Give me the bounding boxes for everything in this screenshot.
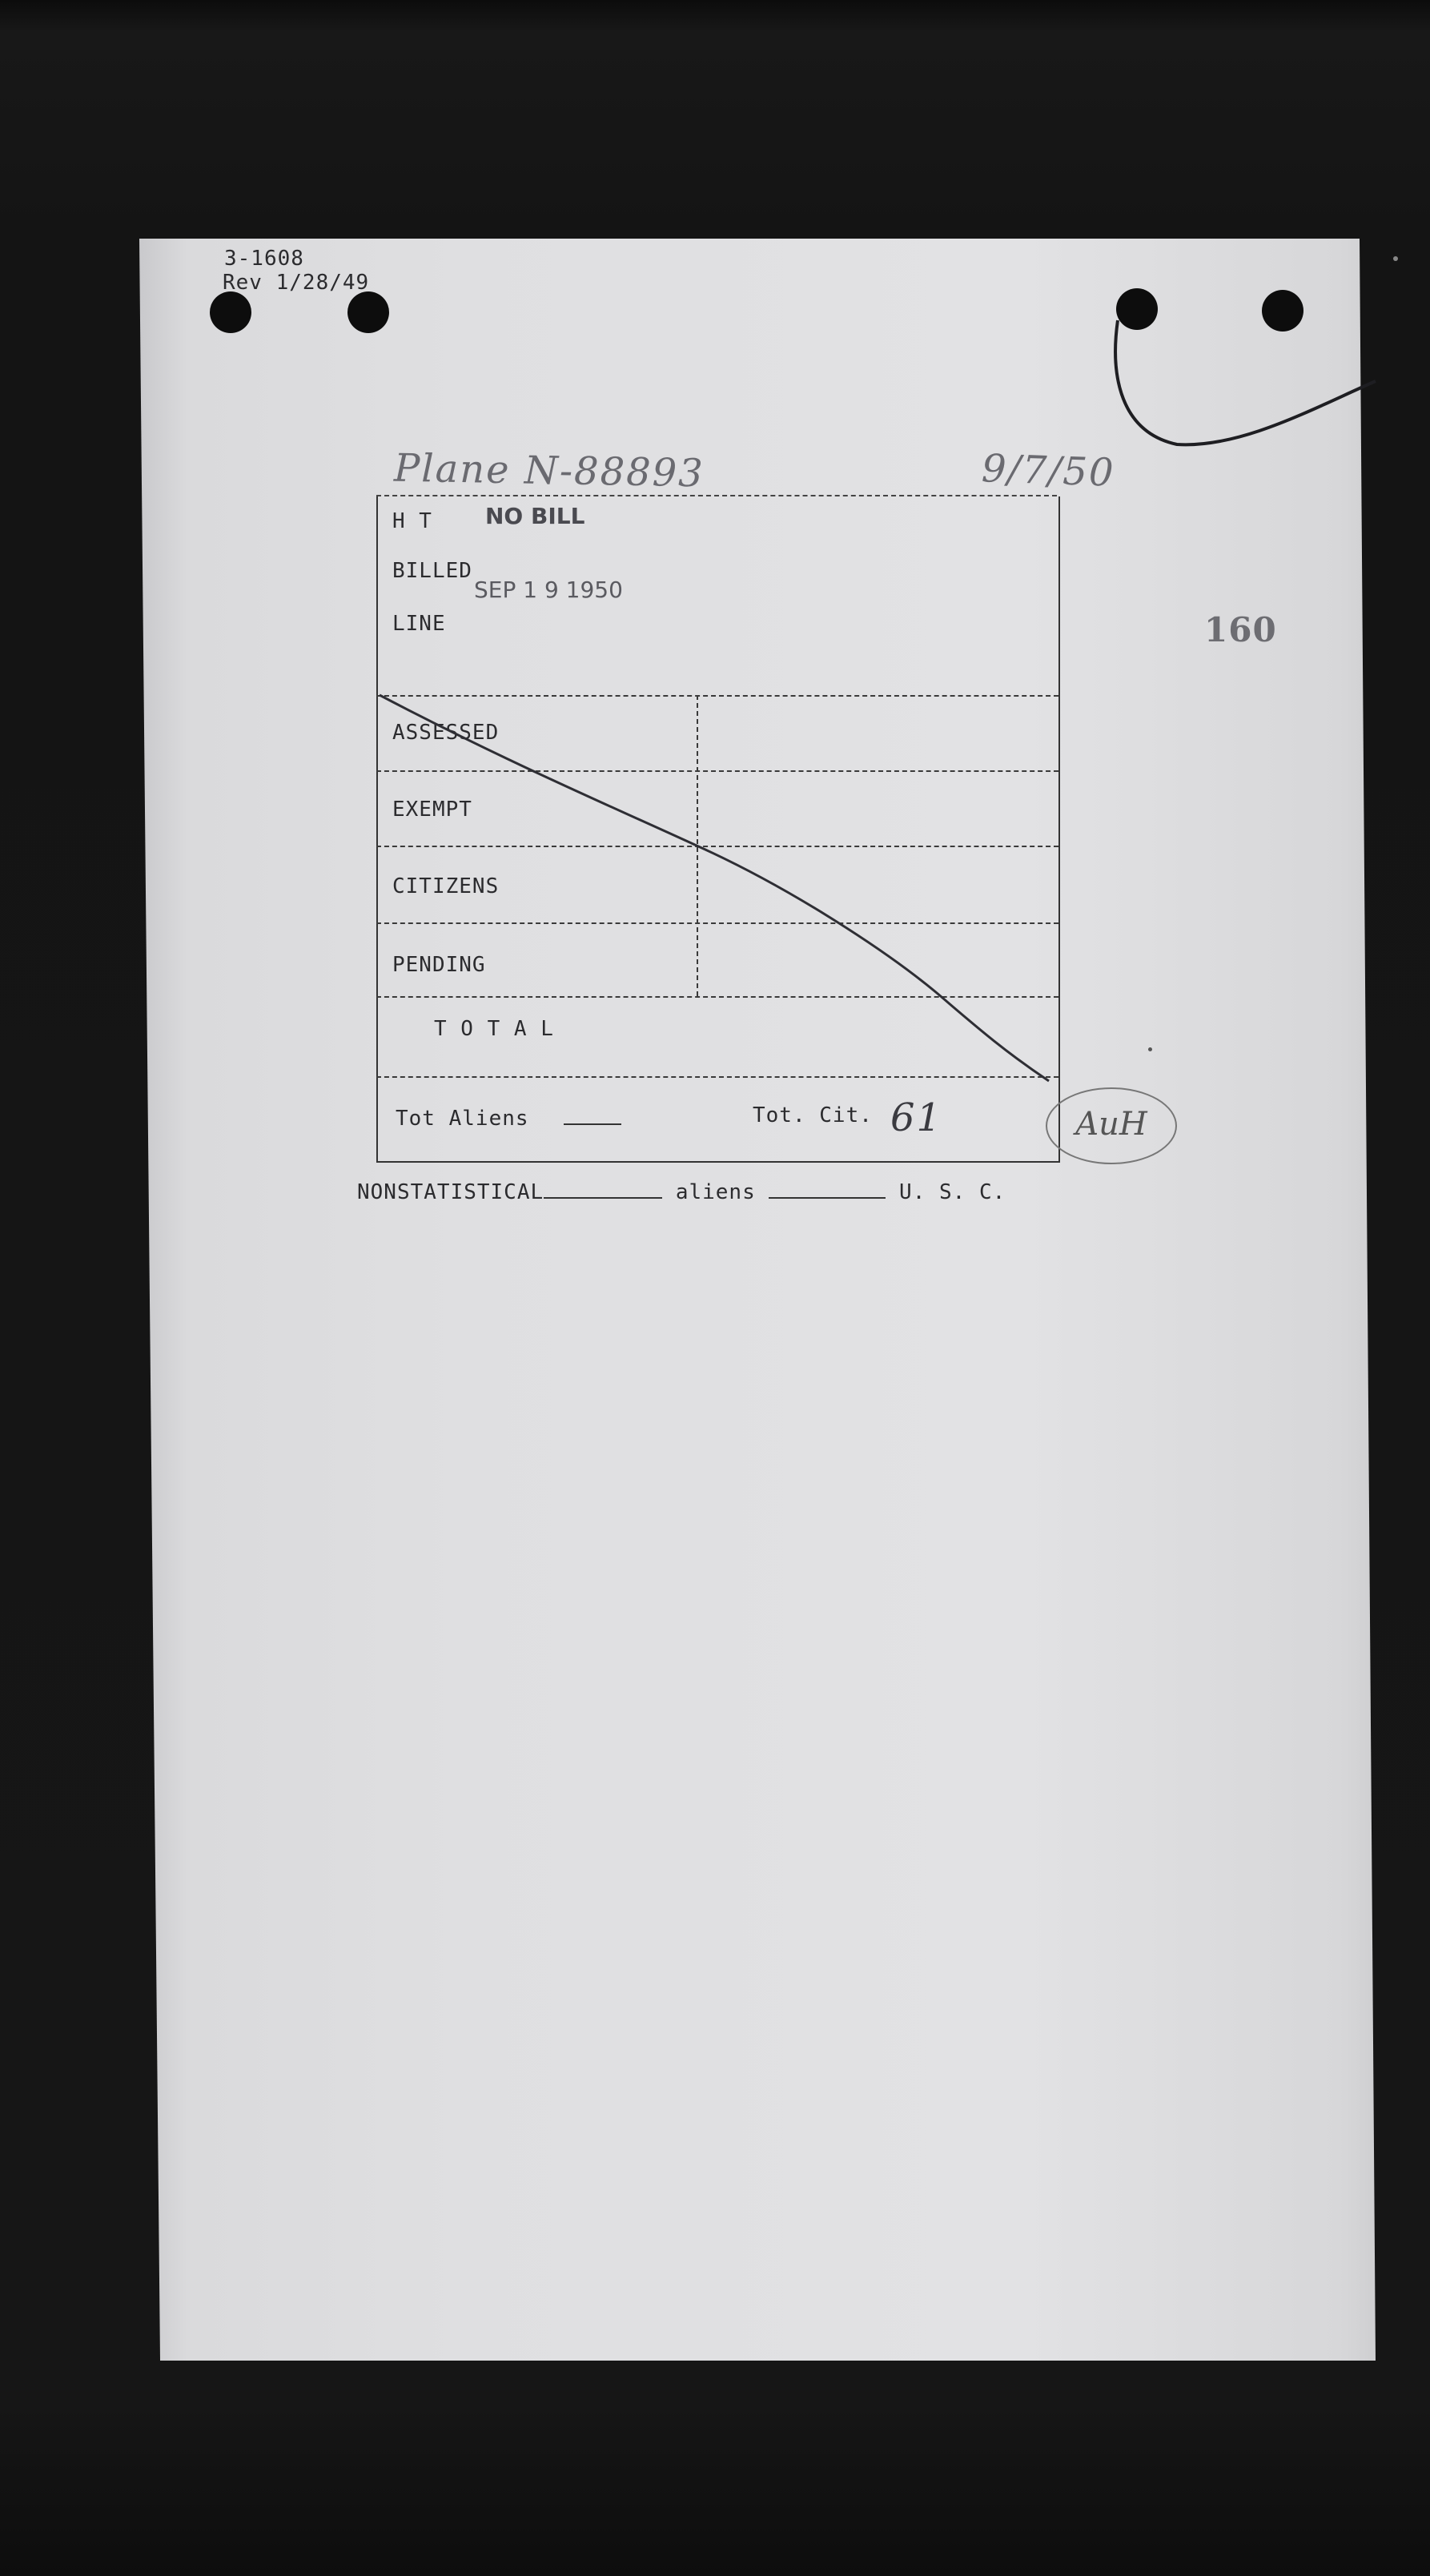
billed-date-stamp: SEP 1 9 1950 [474, 577, 623, 603]
page-number: 160 [1204, 610, 1277, 649]
aliens-blank [769, 1197, 886, 1199]
tot-cit-value: 61 [890, 1095, 943, 1140]
nonstat-aliens-label: aliens [675, 1180, 756, 1204]
row-label-exempt: EXEMPT [392, 798, 472, 822]
ht-label: H T [392, 509, 432, 533]
total-label: T O T A L [434, 1017, 554, 1041]
line-label: LINE [392, 612, 446, 636]
strike-through-line [376, 689, 1065, 1089]
row-label-assessed: ASSESSED [392, 721, 500, 745]
nonstat-label: NONSTATISTICAL [357, 1180, 544, 1204]
billed-label: BILLED [392, 559, 472, 583]
initials-stamp: AuH [1046, 1087, 1177, 1164]
form-code: 3-1608 [224, 247, 304, 271]
nonstat-row [357, 1180, 1006, 1204]
pen-mark [1105, 304, 1377, 448]
tot-aliens-value [564, 1107, 621, 1131]
row-label-pending: PENDING [392, 953, 486, 977]
tot-aliens-label: Tot Aliens [396, 1107, 529, 1131]
dust-speck [1393, 256, 1398, 261]
row-label-citizens: CITIZENS [392, 874, 500, 898]
nonstat-blank [544, 1197, 662, 1199]
no-bill-stamp: NO BILL [485, 503, 585, 529]
form-revision: Rev 1/28/49 [223, 271, 370, 295]
dust-speck [1148, 1047, 1152, 1051]
handwritten-date: 9/7/50 [981, 446, 1116, 496]
nonstat-usc-label: U. S. C. [899, 1180, 1006, 1204]
tot-cit-label: Tot. Cit. [753, 1103, 873, 1127]
punch-hole [210, 291, 251, 333]
punch-hole [347, 291, 389, 333]
handwritten-plane: Plane N-88893 [393, 445, 705, 496]
